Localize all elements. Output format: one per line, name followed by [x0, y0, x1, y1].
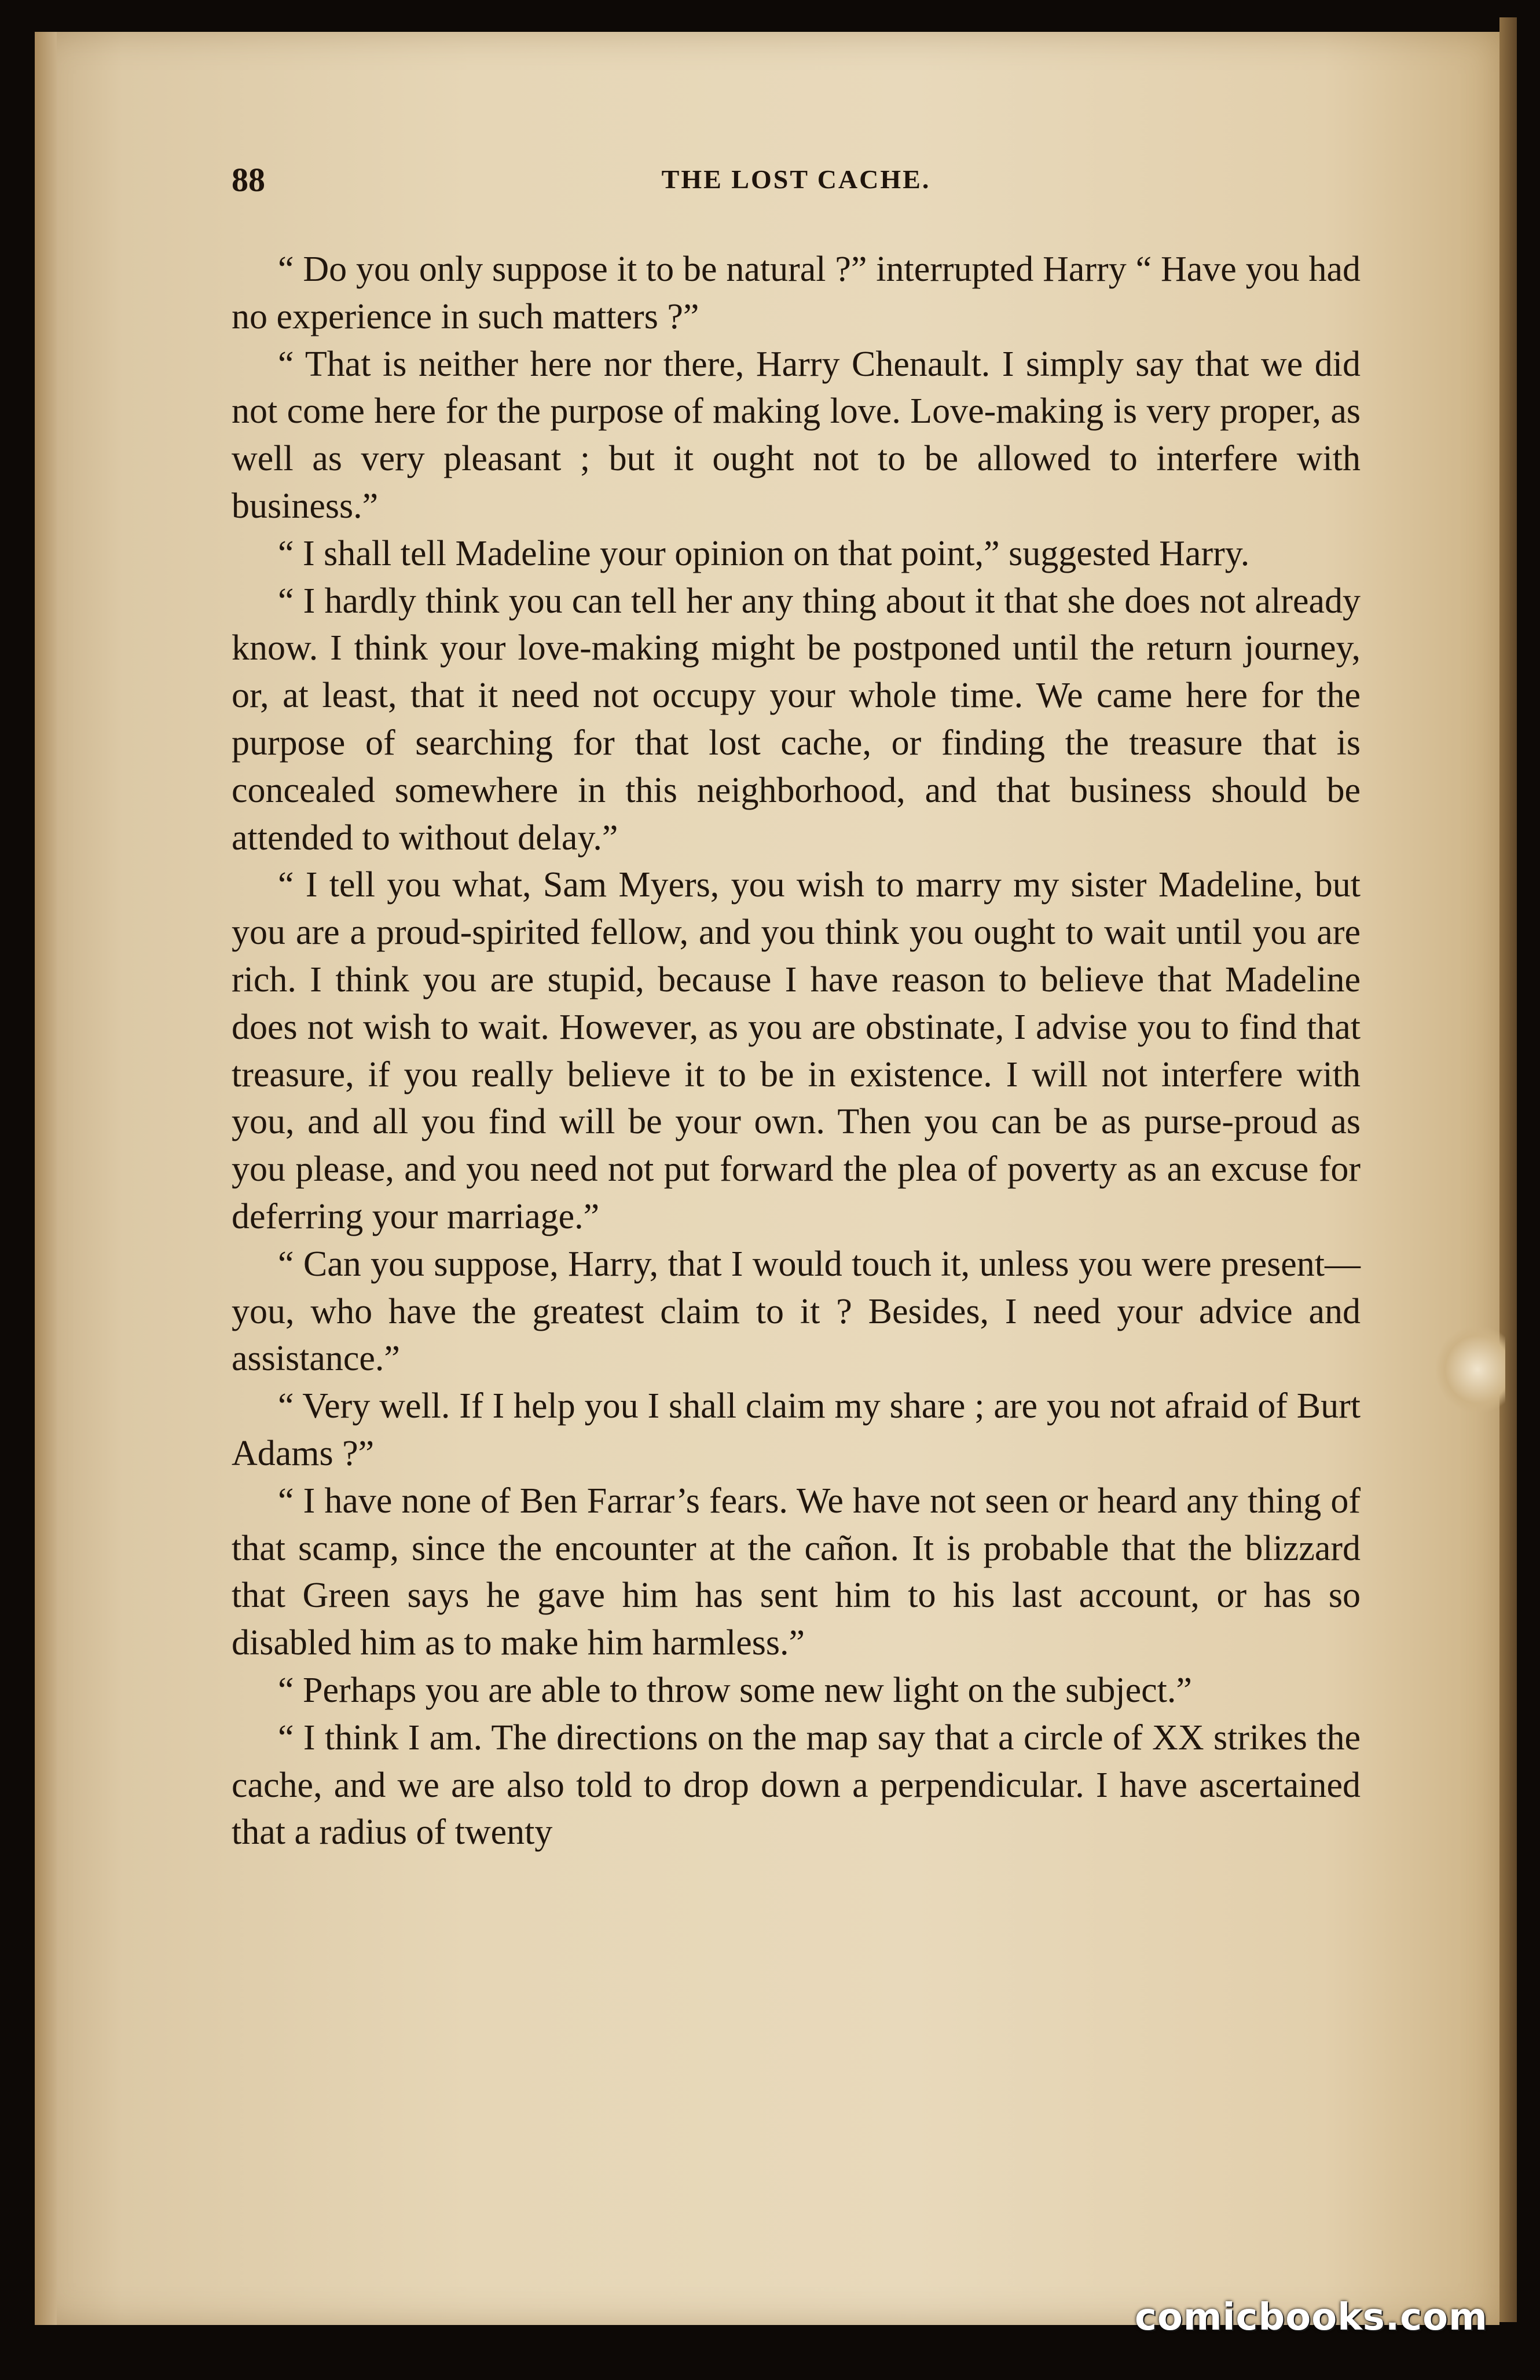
paragraph: “ I think I am. The directions on the map say that a circle of XX strikes the cache, and we are also told to drop down a perpendicular. I have ascertained that a radius of twenty: [232, 1718, 1361, 1852]
running-header: [232, 160, 1361, 201]
paragraph: “ That is neither here nor there, Harry Chenault. I simply say that we did not come here for the purpose of making love. Love-making is very proper, as well as very pleasant ; but it ought not to be allowed to interfere with business.”: [232, 344, 1361, 526]
running-title: THE LOST CACHE.: [661, 164, 931, 194]
paragraph: “ I hardly think you can tell her any thing about it that she does not already know. I think your love-making might be postponed until the return journey, or, at least, that it need not occupy your whole time. We came here for the purpose of searching for that lost cache, or finding the treasure that is concealed somewhere in this neighborhood, and that business should be attended to without delay.”: [232, 581, 1361, 858]
paragraph: “ Perhaps you are able to throw some new light on the subject.”: [278, 1670, 1192, 1710]
page-tear: [1436, 1326, 1505, 1413]
paragraph: “ Can you suppose, Harry, that I would touch it, unless you were present—you, who have the greatest claim to it ? Besides, I need your advice and assistance.”: [232, 1244, 1361, 1379]
paragraph: “ I tell you what, Sam Myers, you wish to marry my sister Madeline, but you are a proud-spirited fellow, and you think you ought to wait until you are rich. I think you are stupid, because I have reason to believe that Madeline does not wish to wait. However, as you are obstinate, I advise you to find that treasure, if you really believe it to be in existence. I will not interfere with you, and all you find will be your own. Then you can be as purse-proud as you please, and you need not put forward the plea of poverty as an excuse for deferring your marriage.”: [232, 865, 1361, 1236]
page-edge: [1499, 17, 1517, 2322]
page-number: 88: [232, 161, 265, 199]
paragraph: “ Very well. If I help you I shall claim my share ; are you not afraid of Burt Adams ?”: [232, 1386, 1361, 1473]
book-page: [35, 32, 1499, 2325]
watermark: comicbooks.com: [1135, 2296, 1488, 2339]
paragraph: “ I have none of Ben Farrar’s fears. We have not seen or heard any thing of that scamp, since the encounter at the cañon. It is probable that the blizzard that Green says he gave him has sent him to his last account, or has so disabled him as to make him harmless.”: [232, 1481, 1361, 1663]
paragraph: “ I shall tell Madeline your opinion on that point,” suggested Harry.: [278, 533, 1250, 573]
body-text: [232, 246, 1361, 1857]
paragraph: “ Do you only suppose it to be natural ?” interrupted Harry “ Have you had no experience in such matters ?”: [232, 250, 1361, 336]
